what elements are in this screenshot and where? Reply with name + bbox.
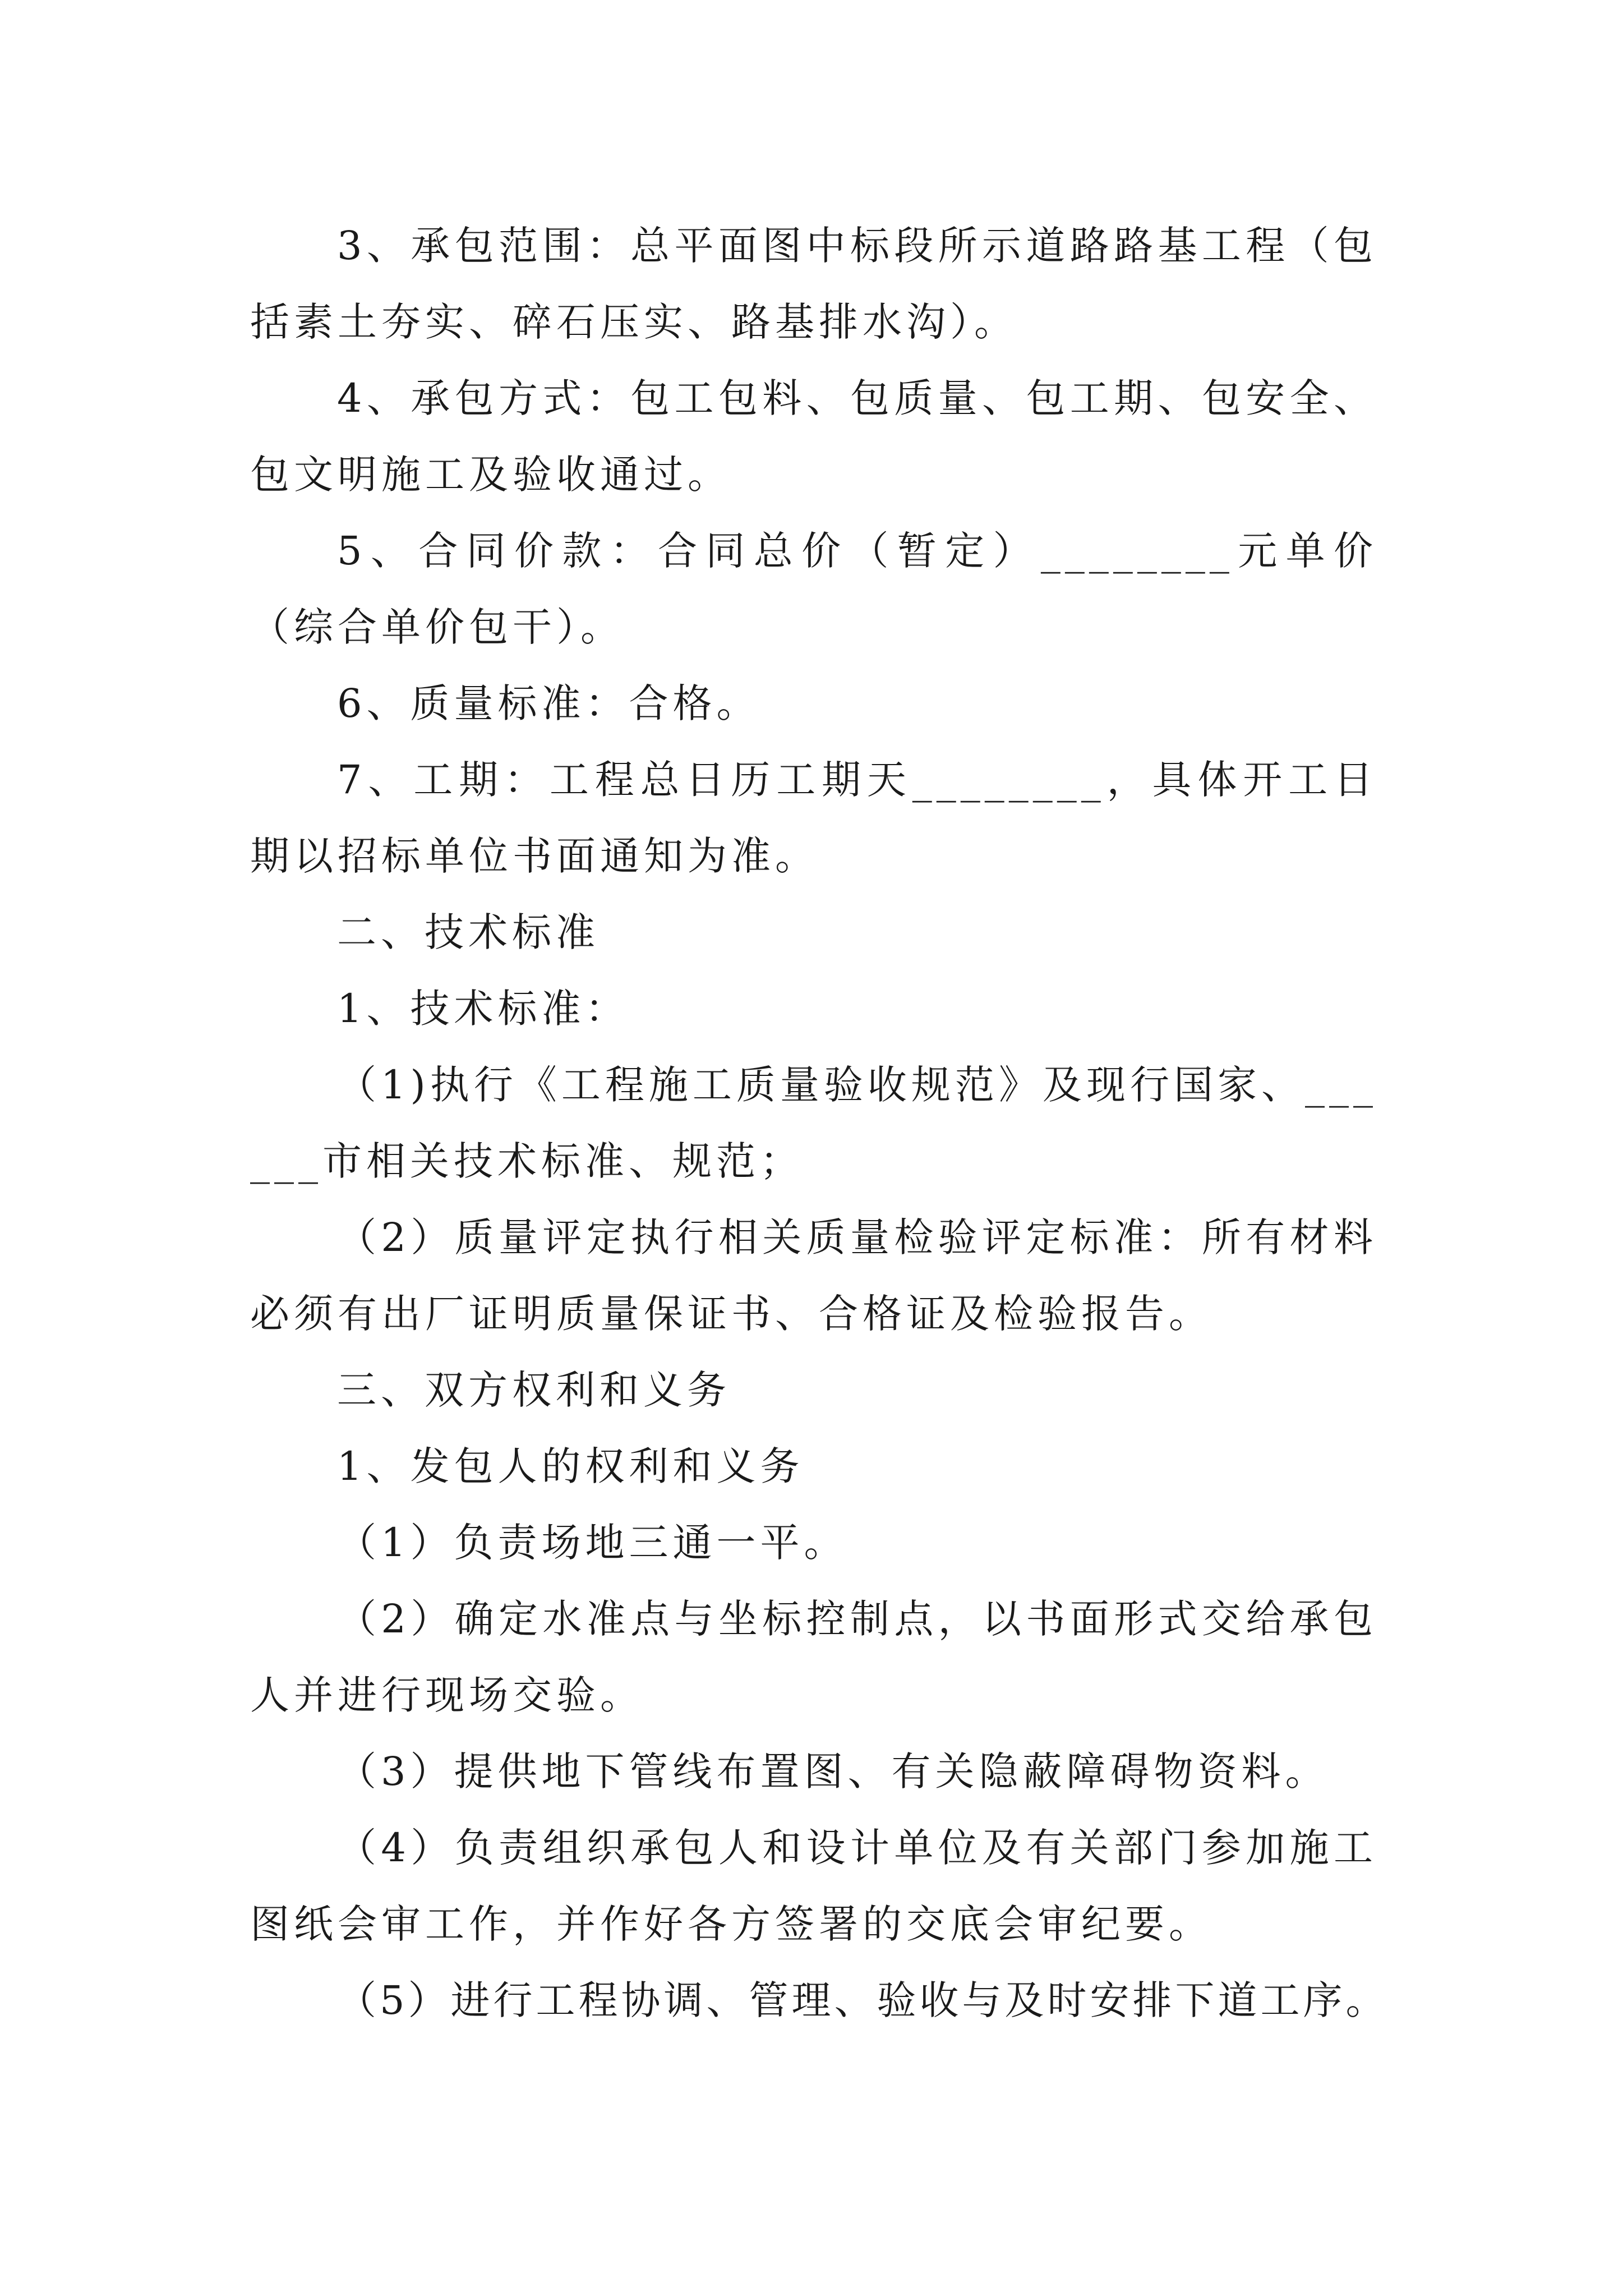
section-3-sub-1: （1）负责场地三通一平。 <box>337 1520 848 1566</box>
section-3-sub-3: （3）提供地下管线布置图、有关隐蔽障碍物资料。 <box>337 1749 1329 1795</box>
clause-5-price: 5、合同价款：合同总价（暂定）________元单价（综合单价包干）。 <box>250 528 1377 650</box>
section-3-sub-5: （5）进行工程协调、管理、验收与及时安排下道工序。 <box>337 1977 1389 2023</box>
clause-3-scope: 3、承包范围：总平面图中标段所示道路路基工程（包括素土夯实、碎石压实、路基排水沟）。 <box>250 223 1377 345</box>
section-2-heading: 二、技术标准 <box>337 909 600 955</box>
section-3-sub-4: （4）负责组织承包人和设计单位及有关部门参加施工图纸会审工作，并作好各方签署的交底会审纪要。 <box>250 1825 1377 1947</box>
clause-4-method: 4、承包方式：包工包料、包质量、包工期、包安全、包文明施工及验收通过。 <box>250 375 1377 498</box>
section-2-item-1: 1、技术标准： <box>337 986 629 1032</box>
document-body <box>250 208 1389 2039</box>
clause-6-quality: 6、质量标准：合格。 <box>337 680 760 726</box>
section-3-item-1: 1、发包人的权利和义务 <box>337 1443 804 1489</box>
section-3-sub-2: （2）确定水准点与坐标控制点，以书面形式交给承包人并进行现场交验。 <box>250 1596 1377 1718</box>
section-2-sub-2: （2）质量评定执行相关质量检验评定标准：所有材料必须有出厂证明质量保证书、合格证及检验报告。 <box>250 1214 1377 1337</box>
clause-7-duration: 7、工期：工程总日历工期天________，具体开工日期以招标单位书面通知为准。 <box>250 757 1377 879</box>
section-2-sub-1: （1)执行《工程施工质量验收规范》及现行国家、______市相关技术标准、规范； <box>250 1062 1377 1184</box>
section-3-heading: 三、双方权利和义务 <box>337 1367 731 1413</box>
